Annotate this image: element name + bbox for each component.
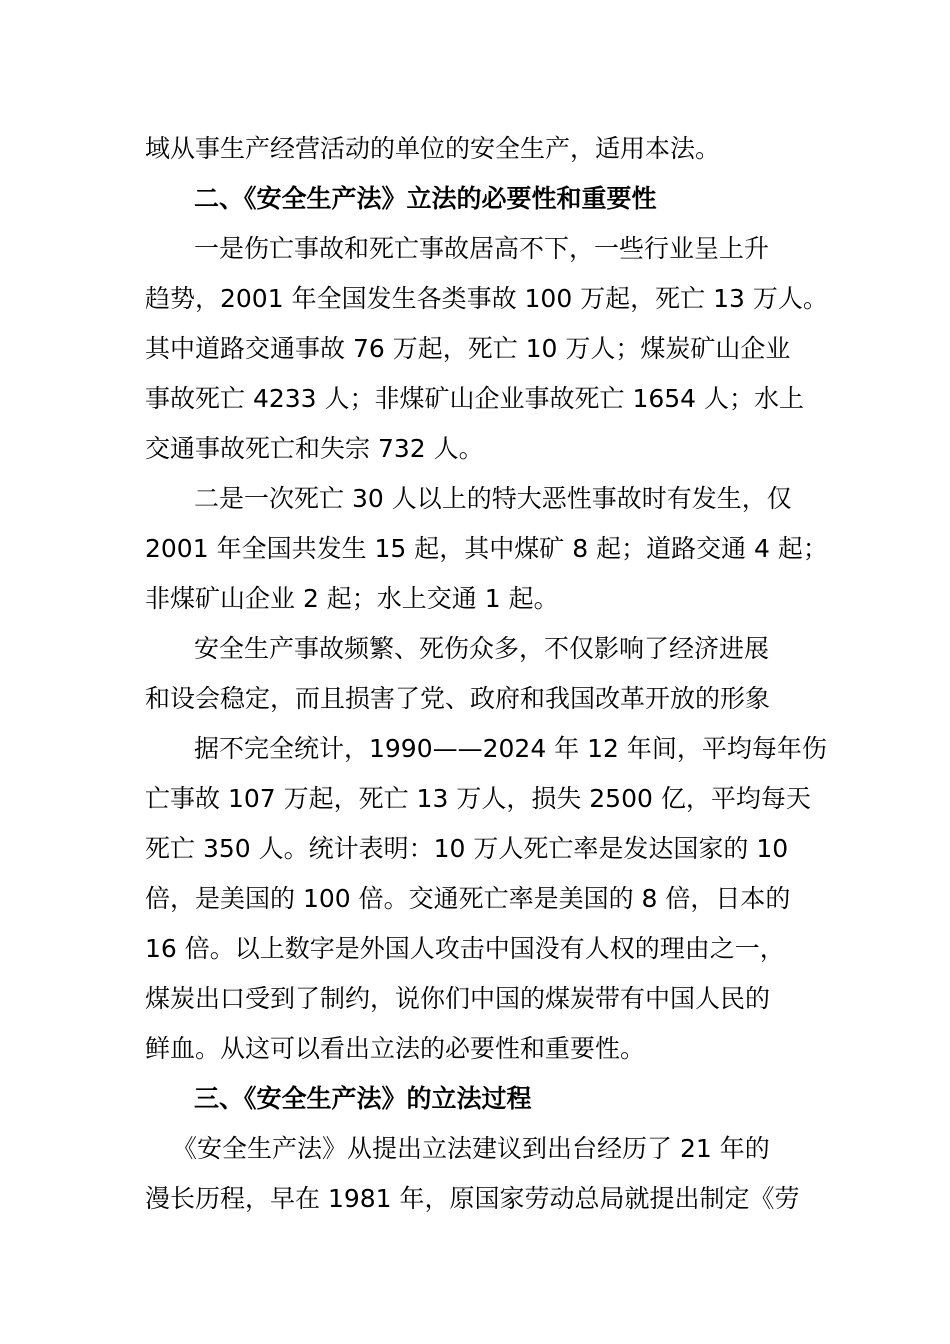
paragraph-line: 死亡 350 人。统计表明：10 万人死亡率是发达国家的 10 [145,834,789,863]
paragraph-line: 域从事生产经营活动的单位的安全生产，适用本法。 [145,134,721,163]
section-heading-3: 三、《安全生产法》的立法过程 [194,1084,532,1113]
paragraph-line: 趋势，2001 年全国发生各类事故 100 万起，死亡 13 万人。 [145,284,828,313]
paragraph-line: 一是伤亡事故和死亡事故居高不下，一些行业呈上升 [194,234,770,263]
paragraph-line: 煤炭出口受到了制约，说你们中国的煤炭带有中国人民的 [145,984,771,1013]
paragraph-line: 倍，是美国的 100 倍。交通死亡率是美国的 8 倍，日本的 [145,884,791,913]
paragraph-line: 安全生产事故频繁、死伤众多，不仅影响了经济进展 [194,634,770,663]
paragraph-line: 2001 年全国共发生 15 起，其中煤矿 8 起；道路交通 4 起； [145,534,828,563]
paragraph-line: 亡事故 107 万起，死亡 13 万人，损失 2500 亿，平均每天 [145,784,811,813]
paragraph-line: 据不完全统计，1990——2024 年 12 年间，平均每年伤 [194,734,827,763]
paragraph-line: 《安全生产法》从提出立法建议到出台经历了 21 年的 [172,1134,770,1163]
paragraph-line: 二是一次死亡 30 人以上的特大恶性事故时有发生，仅 [194,484,792,513]
paragraph-line: 16 倍。以上数字是外国人攻击中国没有人权的理由之一， [145,934,785,963]
paragraph-line: 和设会稳定，而且损害了党、政府和我国改革开放的形象 [145,684,771,713]
paragraph-line: 鲜血。从这可以看出立法的必要性和重要性。 [145,1034,646,1063]
paragraph-line: 漫长历程，早在 1981 年，原国家劳动总局就提出制定《劳 [145,1184,800,1213]
section-heading-2: 二、《安全生产法》立法的必要性和重要性 [194,184,657,213]
paragraph-line: 其中道路交通事故 76 万起，死亡 10 万人；煤炭矿山企业 [145,334,791,363]
paragraph-line: 交通事故死亡和失宗 732 人。 [145,434,484,463]
paragraph-line: 非煤矿山企业 2 起；水上交通 1 起。 [145,584,559,613]
paragraph-line: 事故死亡 4233 人；非煤矿山企业事故死亡 1654 人；水上 [145,384,805,413]
